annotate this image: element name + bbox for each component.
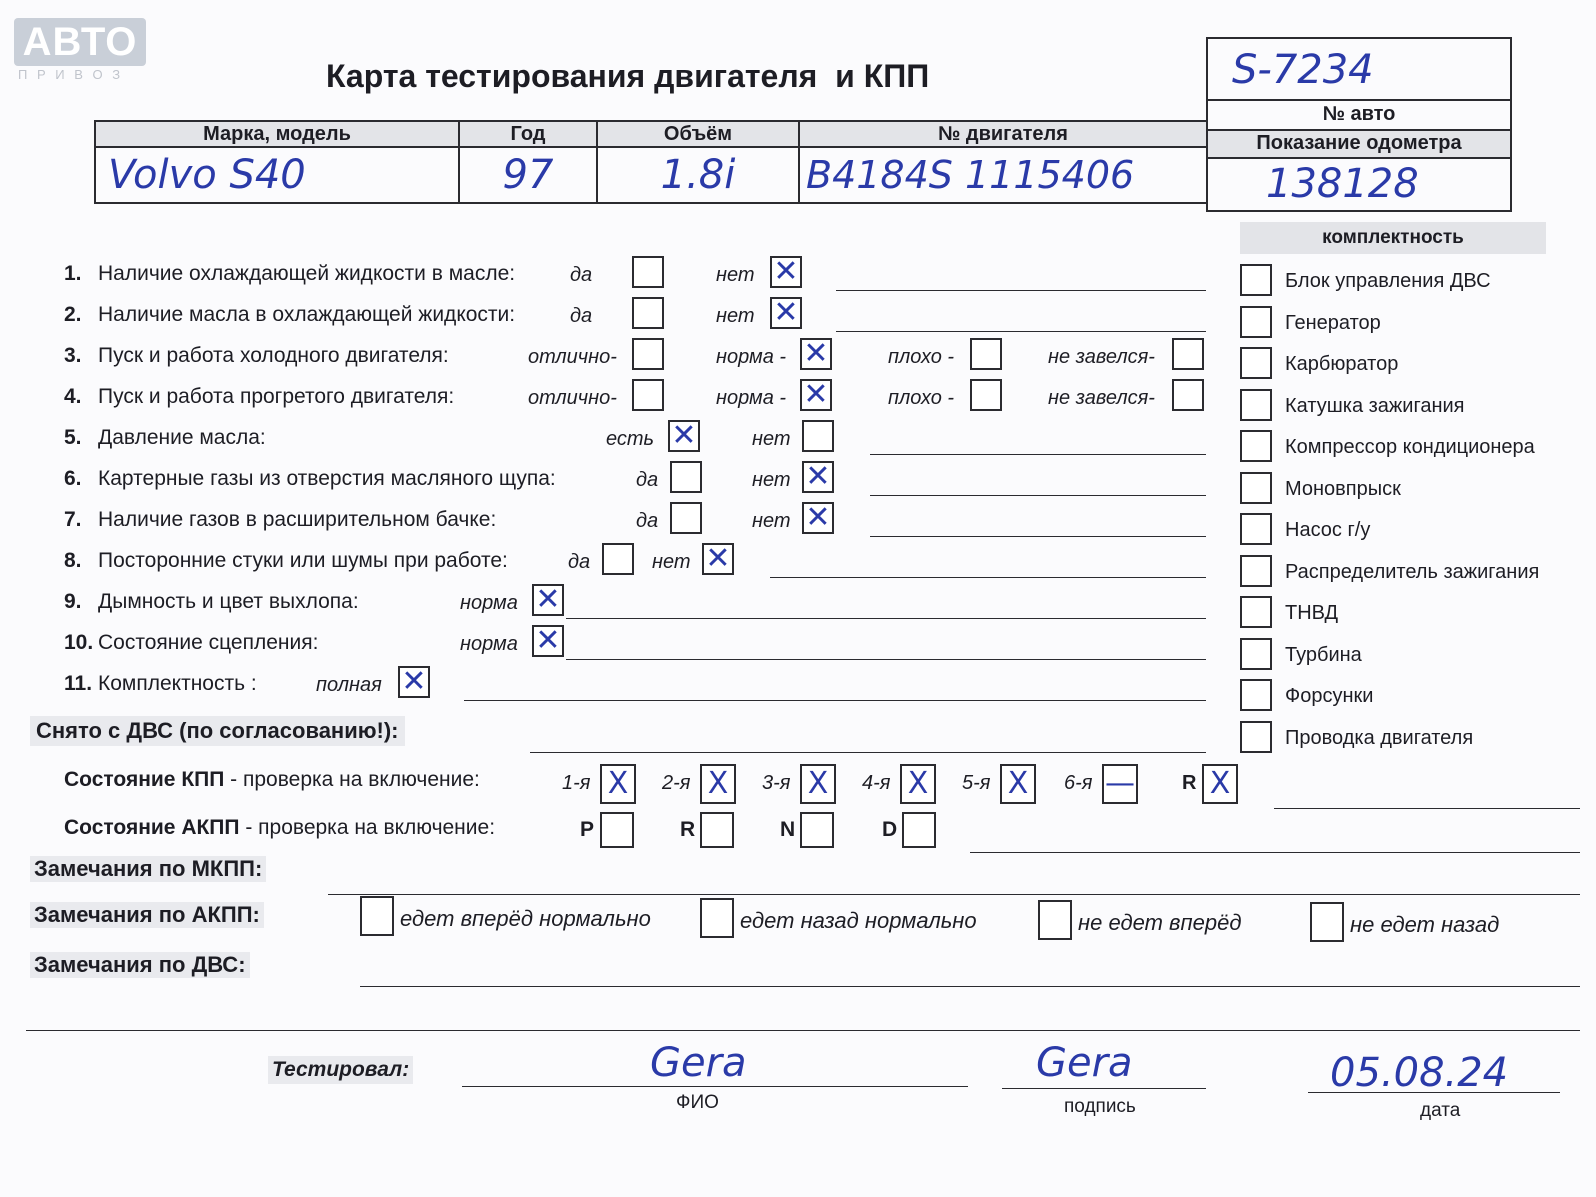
page-title: Карта тестирования двигателя и КПП [326,58,930,94]
akpp-label-bold: Состояние АКПП [64,816,240,839]
akpp-mode-checkbox[interactable] [600,812,634,848]
check-mark-icon: X [707,766,729,801]
komplekt-checkbox[interactable] [1240,264,1272,296]
gear-checkbox[interactable] [800,764,836,804]
tested-label: Тестировал: [268,1056,413,1084]
komplekt-item[interactable] [1240,555,1540,589]
option-checkbox[interactable] [398,666,430,698]
option-label: норма - [716,346,787,368]
komplekt-item[interactable] [1240,596,1339,630]
question-number: 1. [64,262,82,285]
option-label: нет [652,551,691,573]
komplekt-item-label: Распределитель зажигания [1285,560,1540,583]
signature-label: подпись [1064,1096,1136,1117]
akpp-remark-label: не едет вперёд [1078,910,1242,935]
option-checkbox[interactable] [632,338,664,370]
gear-label: 1-я [562,772,591,794]
option-label: да [568,551,591,573]
komplekt-checkbox[interactable] [1240,472,1272,504]
komplekt-item-label: Форсунки [1285,685,1374,707]
komplekt-item-label: Турбина [1285,643,1362,666]
question-text: Пуск и работа холодного двигателя: [98,344,449,367]
option-label: не завелся- [1048,387,1155,409]
option-label: отлично- [528,387,617,409]
option-label: нет [752,510,791,532]
date-value: 05.08.24 [1330,1050,1509,1096]
remarks-dvs-label: Замечания по ДВС: [30,952,250,978]
komplekt-item[interactable] [1240,472,1401,506]
komplekt-checkbox[interactable] [1240,596,1272,628]
check-mark-icon: ✕ [535,623,561,658]
akpp-mode-label: N [780,818,796,841]
komplekt-item[interactable] [1240,430,1535,464]
fio-signature-value: Gera [650,1040,747,1086]
option-label: отлично- [528,346,617,368]
akpp-label [64,816,495,840]
question-number: 5. [64,426,82,449]
komplekt-item-label: ТНВД [1285,602,1339,624]
car-number-box [1206,37,1512,212]
akpp-remark-checkbox[interactable] [700,898,734,938]
odometer-label: Показание одометра [1256,132,1462,154]
fio-label: ФИО [676,1092,719,1113]
question-text: Наличие масла в охлаждающей жидкости: [98,303,516,326]
check-mark-icon: ✕ [535,582,561,617]
komplekt-item[interactable] [1240,513,1371,547]
gear-checkbox[interactable] [900,764,936,804]
komplekt-checkbox[interactable] [1240,513,1272,545]
komplekt-item[interactable] [1240,389,1465,423]
check-mark-icon: X [1209,766,1231,801]
check-mark-icon: X [907,766,929,801]
gear-checkbox[interactable] [1202,764,1238,804]
question-number: 6. [64,467,82,490]
question-text: Дымность и цвет выхлопа: [98,590,359,613]
komplekt-item[interactable] [1240,679,1374,713]
remarks-mkpp-label: Замечания по МКПП: [30,856,266,882]
option-label: норма [460,592,518,614]
option-checkbox[interactable] [802,461,834,493]
akpp-remark-label: едет вперёд нормально [400,906,651,931]
komplekt-checkbox[interactable] [1240,430,1272,462]
volume-value: 1.8i [660,152,736,198]
option-label: не завелся- [1048,346,1155,368]
col-model: Марка, модель [203,122,351,145]
col-engine-no: № двигателя [938,122,1068,145]
komplekt-item[interactable] [1240,264,1491,298]
akpp-remark-label: не едет назад [1350,912,1500,937]
question-number: 10. [64,631,94,654]
option-checkbox[interactable] [770,256,802,288]
gear-label: 4-я [862,772,891,794]
gear-label: R [1182,772,1197,794]
check-mark-icon: ✕ [401,664,427,699]
akpp-label-rest: - проверка на включение: [239,816,496,839]
option-label: есть [606,428,655,450]
check-mark-icon: X [807,766,829,801]
option-checkbox[interactable] [532,584,564,616]
year-value: 97 [502,152,554,198]
question-number: 9. [64,590,82,613]
komplekt-item-label: Насос г/у [1285,519,1371,541]
option-label: да [570,305,593,327]
gear-label: 6-я [1064,772,1093,794]
option-checkbox[interactable] [800,338,832,370]
question-number: 4. [64,385,82,408]
option-checkbox[interactable] [602,543,634,575]
komplekt-checkbox[interactable] [1240,555,1272,587]
komplekt-checkbox[interactable] [1240,347,1272,379]
komplekt-checkbox[interactable] [1240,679,1272,711]
question-text: Давление масла: [98,426,266,449]
option-checkbox[interactable] [970,379,1002,411]
komplekt-checkbox[interactable] [1240,721,1272,753]
akpp-remark-checkbox[interactable] [1310,902,1344,942]
komplekt-item-label: Моновпрыск [1285,477,1401,500]
komplekt-item[interactable] [1240,347,1399,381]
check-mark-icon: X [607,766,629,801]
akpp-remark-label: едет назад нормально [740,908,977,933]
akpp-mode-label: D [882,818,898,841]
car-number-value: S-7234 [1232,47,1374,93]
check-mark-icon: ✕ [803,377,829,412]
komplekt-item[interactable] [1240,306,1381,340]
option-checkbox[interactable] [1172,379,1204,411]
gear-checkbox[interactable] [700,764,736,804]
komplekt-item-label: Генератор [1285,311,1381,334]
question-text: Комплектность : [98,672,257,695]
option-checkbox[interactable] [802,420,834,452]
check-mark-icon: ✕ [773,295,799,330]
gear-checkbox[interactable] [1000,764,1036,804]
option-label: да [636,469,659,491]
kpp-label [64,768,480,792]
option-checkbox[interactable] [632,297,664,329]
option-label: плохо - [888,346,955,368]
logo-subtext: П Р И В О З [18,67,124,82]
check-mark-icon: ✕ [705,541,731,576]
option-checkbox[interactable] [668,420,700,452]
question-text: Картерные газы из отверстия масляного щупа: [98,467,556,490]
komplekt-item-label: Блок управления ДВС [1285,270,1491,292]
option-label: норма [460,633,518,655]
question-text: Наличие газов в расширительном бачке: [98,508,497,531]
remarks-akpp-label: Замечания по АКПП: [30,902,264,928]
option-label: норма - [716,387,787,409]
question-number: 8. [64,549,82,572]
question-number: 3. [64,344,82,367]
gear-label: 5-я [962,772,991,794]
check-mark-icon: ✕ [805,459,831,494]
komplekt-item-label: Компрессор кондиционера [1285,436,1535,458]
komplekt-item[interactable] [1240,721,1474,755]
engine-no-value: B4184S 1115406 [806,153,1135,197]
gear-label: 3-я [762,772,791,794]
question-text: Пуск и работа прогретого двигателя: [98,385,455,408]
komplekt-item[interactable] [1240,638,1362,672]
komplekt-checkbox[interactable] [1240,306,1272,338]
akpp-mode-checkbox[interactable] [700,812,734,848]
gear-checkbox[interactable] [600,764,636,804]
option-checkbox[interactable] [1172,338,1204,370]
option-label: да [636,510,659,532]
option-label: нет [752,428,791,450]
komplekt-item-label: Катушка зажигания [1285,394,1465,417]
signature-value: Gera [1036,1040,1133,1086]
model-value: Volvo S40 [108,152,306,198]
odometer-value: 138128 [1266,161,1419,207]
akpp-mode-checkbox[interactable] [800,812,834,848]
akpp-mode-checkbox[interactable] [902,812,936,848]
vehicle-info-table [94,120,1208,204]
car-number-label: № авто [1322,103,1396,125]
akpp-remark-checkbox[interactable] [360,896,394,936]
question-text: Посторонние стуки или шумы при работе: [98,549,508,572]
option-label: нет [752,469,791,491]
option-label: нет [716,264,755,286]
gear-checkbox[interactable] [1102,764,1138,804]
kpp-label-rest: - проверка на включение: [224,768,480,791]
komplekt-header [1240,222,1546,254]
option-checkbox[interactable] [670,502,702,534]
question-number: 11. [64,672,93,695]
option-checkbox[interactable] [532,625,564,657]
removed-label: Снято с ДВС (по согласованию!): [30,716,405,746]
akpp-remark-checkbox[interactable] [1038,900,1072,940]
option-label: нет [716,305,755,327]
check-mark-icon: ✕ [805,500,831,535]
check-mark-icon: ✕ [773,254,799,289]
check-mark-icon: X [1007,766,1029,801]
check-mark-icon: ✕ [803,336,829,371]
option-checkbox[interactable] [802,502,834,534]
option-checkbox[interactable] [770,297,802,329]
komplekt-title: комплектность [1322,227,1464,248]
gear-label: 2-я [662,772,691,794]
question-number: 7. [64,508,82,531]
question-number: 2. [64,303,82,326]
option-checkbox[interactable] [632,379,664,411]
option-checkbox[interactable] [702,543,734,575]
akpp-mode-label: P [580,818,595,841]
col-volume: Объём [663,122,733,145]
komplekt-checkbox[interactable] [1240,638,1272,670]
option-checkbox[interactable] [670,461,702,493]
logo [14,18,146,66]
option-label: да [570,264,593,286]
option-checkbox[interactable] [970,338,1002,370]
akpp-mode-label: R [680,818,696,841]
question-text: Состояние сцепления: [98,631,319,654]
komplekt-item-label: Проводка двигателя [1285,726,1474,749]
option-checkbox[interactable] [800,379,832,411]
check-mark-icon: — [1105,766,1135,801]
komplekt-item-label: Карбюратор [1285,353,1399,375]
komplekt-checkbox[interactable] [1240,389,1272,421]
logo-text: АВТО [22,20,138,64]
option-label: полная [316,674,382,696]
option-checkbox[interactable] [632,256,664,288]
question-text: Наличие охлаждающей жидкости в масле: [98,262,516,285]
col-year: Год [510,122,546,145]
kpp-label-bold: Состояние КПП [64,768,225,791]
option-label: плохо - [888,387,955,409]
check-mark-icon: ✕ [671,418,697,453]
date-label: дата [1420,1100,1461,1121]
